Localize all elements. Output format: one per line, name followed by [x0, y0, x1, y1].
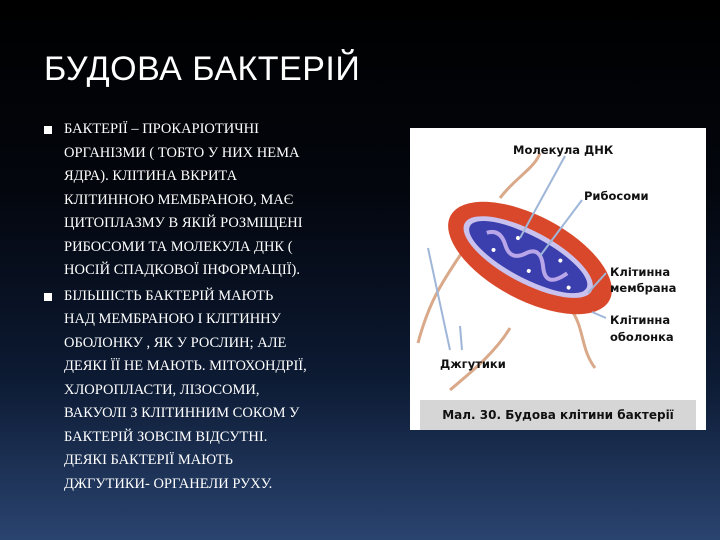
bacteria-figure — [410, 128, 706, 430]
label-wall-1: Клітинна — [610, 313, 671, 327]
label-ribosomes: Рибосоми — [584, 189, 649, 203]
slide-title: БУДОВА БАКТЕРІЙ — [44, 50, 361, 88]
text-line: КЛІТИННОЮ МЕМБРАНОЮ, МАЄ — [64, 191, 294, 208]
text-line: ХЛОРОПЛАСТИ, ЛІЗОСОМИ, — [64, 381, 260, 398]
bullet-item-2 — [44, 285, 414, 497]
text-line: ОБОЛОНКУ , ЯК У РОСЛИН; АЛЕ — [64, 334, 287, 351]
label-flagella: Джгутики — [440, 357, 506, 371]
flagellum — [570, 308, 595, 368]
figure-caption: Мал. 30. Будова клітини бактерії — [420, 400, 696, 430]
text-line: НОСІЙ СПАДКОВОЇ ІНФОРМАЦІЇ). — [64, 262, 301, 278]
text-line: БІЛЬШІСТЬ БАКТЕРІЙ МАЮТЬ — [64, 287, 274, 304]
bullet-square-icon — [44, 126, 52, 134]
text-line: ДЖГУТИКИ- ОРГАНЕЛИ РУХУ. — [64, 475, 273, 492]
label-membrane-1: Клітинна — [610, 265, 671, 279]
bullet-square-icon — [44, 293, 52, 301]
flagellum — [418, 248, 465, 343]
text-line: БАКТЕРІЙ ЗОВСІМ ВІДСУТНІ. — [64, 428, 268, 445]
flagellum — [500, 153, 540, 198]
bullet-item-1 — [44, 118, 414, 283]
text-line: ДЕЯКІ БАКТЕРІЇ МАЮТЬ — [64, 452, 233, 468]
text-line: ЦИТОПЛАЗМУ В ЯКІЙ РОЗМІЩЕНІ — [64, 215, 303, 231]
text-line: ВАКУОЛІ З КЛІТИННИМ СОКОМ У — [64, 405, 300, 421]
bacteria-diagram — [410, 128, 706, 430]
text-line: НАД МЕМБРАНОЮ І КЛІТИННУ — [64, 311, 281, 327]
pointer-line — [428, 248, 450, 350]
slide-body — [44, 118, 414, 498]
pointer-line — [592, 312, 606, 318]
text-line: РИБОСОМИ ТА МОЛЕКУЛА ДНК ( — [64, 238, 293, 255]
label-wall-2: оболонка — [610, 330, 674, 344]
text-line: ОРГАНІЗМИ ( ТОБТО У НИХ НЕМА — [64, 144, 300, 161]
text-line: БАКТЕРІЇ – ПРОКАРІОТИЧНІ — [64, 121, 259, 137]
label-membrane-2: мембрана — [610, 281, 677, 295]
text-line: ЯДРА). КЛІТИНА ВКРИТА — [64, 168, 238, 184]
bullet-text-2 — [64, 285, 307, 497]
pointer-line — [460, 326, 462, 350]
label-dna: Молекула ДНК — [513, 143, 614, 157]
text-line: ДЕЯКІ ЇЇ НЕ МАЮТЬ. МІТОХОНДРІЇ, — [64, 358, 307, 374]
bullet-text-1 — [64, 118, 303, 283]
